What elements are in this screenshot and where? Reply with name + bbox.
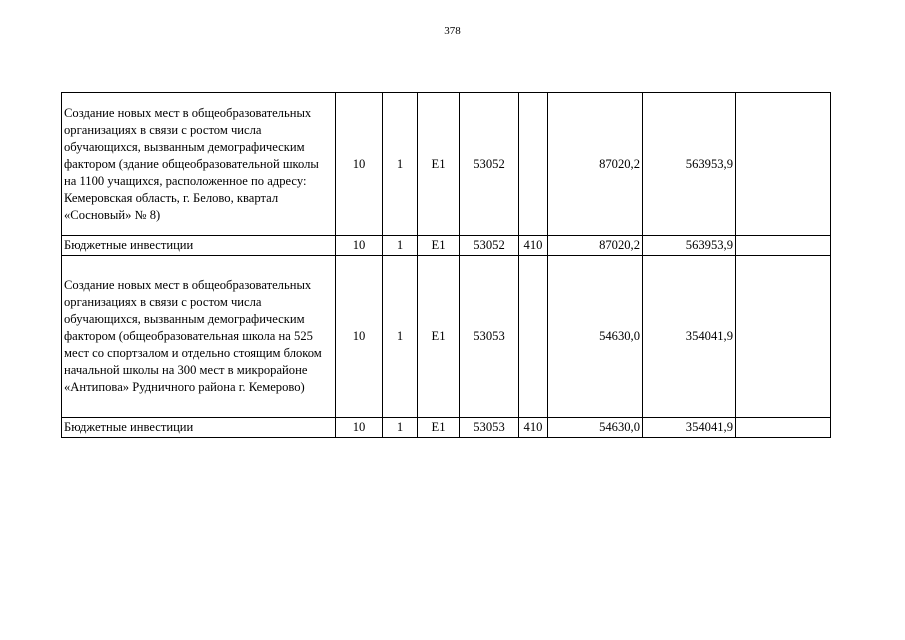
- cell-amount-1: 54630,0: [548, 418, 643, 438]
- cell-subsection: 1: [383, 93, 418, 236]
- cell-section: 10: [336, 236, 383, 256]
- table-row: [62, 93, 831, 236]
- cell-expense-type: 410: [519, 236, 548, 256]
- table-row: [62, 236, 831, 256]
- cell-amount-3: [736, 93, 831, 236]
- cell-direction: 53053: [460, 418, 519, 438]
- cell-amount-2: 563953,9: [643, 93, 736, 236]
- cell-section: 10: [336, 93, 383, 236]
- cell-program: Е1: [418, 256, 460, 418]
- cell-section: 10: [336, 418, 383, 438]
- budget-table: [61, 92, 831, 438]
- row-description: Создание новых мест в общеобразовательных организациях в связи с ростом числа обучающихся, вызванным демографическим фактором (общеобразовательная школа на 525 мест со спортзалом и отдельно стоящим блоком начальной школы на 300 мест в микрорайоне «Антипова» Рудничного района г. Кемерово): [62, 256, 336, 418]
- cell-direction: 53052: [460, 93, 519, 236]
- cell-subsection: 1: [383, 418, 418, 438]
- cell-amount-1: 54630,0: [548, 256, 643, 418]
- cell-amount-1: 87020,2: [548, 236, 643, 256]
- page-number: 378: [444, 25, 461, 37]
- cell-amount-3: [736, 236, 831, 256]
- cell-program: Е1: [418, 236, 460, 256]
- cell-amount-2: 354041,9: [643, 418, 736, 438]
- cell-expense-type: [519, 93, 548, 236]
- cell-expense-type: [519, 256, 548, 418]
- cell-section: 10: [336, 256, 383, 418]
- cell-subsection: 1: [383, 236, 418, 256]
- table-row: [62, 418, 831, 438]
- cell-amount-3: [736, 418, 831, 438]
- cell-program: Е1: [418, 93, 460, 236]
- cell-expense-type: 410: [519, 418, 548, 438]
- row-description: Создание новых мест в общеобразовательных организациях в связи с ростом числа обучающихся, вызванным демографическим фактором (здание общеобразовательной школы на 1100 учащихся, расположенное по адресу: Кемеровская область, г. Белово, квартал «Сосновый» № 8): [62, 93, 336, 236]
- cell-direction: 53053: [460, 256, 519, 418]
- cell-direction: 53052: [460, 236, 519, 256]
- row-description: Бюджетные инвестиции: [62, 418, 336, 438]
- row-description: Бюджетные инвестиции: [62, 236, 336, 256]
- cell-amount-2: 563953,9: [643, 236, 736, 256]
- cell-program: Е1: [418, 418, 460, 438]
- cell-amount-2: 354041,9: [643, 256, 736, 418]
- table-row: [62, 256, 831, 418]
- cell-subsection: 1: [383, 256, 418, 418]
- cell-amount-3: [736, 256, 831, 418]
- cell-amount-1: 87020,2: [548, 93, 643, 236]
